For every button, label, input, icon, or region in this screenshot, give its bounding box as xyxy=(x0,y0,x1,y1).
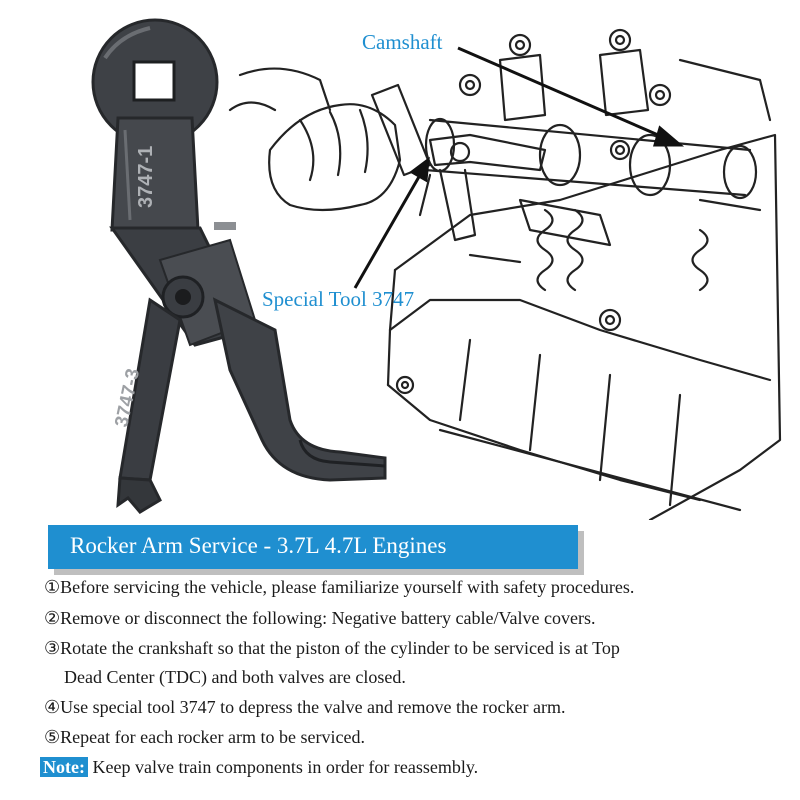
title-banner xyxy=(48,525,578,569)
note-line xyxy=(40,757,478,778)
note-text: Keep valve train components in order for reassembly. xyxy=(87,757,479,777)
tool-marking-upper: 3747-1 xyxy=(135,145,157,208)
special-tool-label: Special Tool 3747 xyxy=(262,287,415,311)
banner-title: Rocker Arm Service - 3.7L 4.7L Engines xyxy=(70,533,447,558)
step-5: ⑤Repeat for each rocker arm to be serviced. xyxy=(44,727,365,747)
rocker-arm-tool-photo xyxy=(93,20,385,512)
camshaft-label: Camshaft xyxy=(362,30,443,54)
step-1: ①Before servicing the vehicle, please familiarize yourself with safety procedures. xyxy=(44,577,635,597)
step-3-continued: Dead Center (TDC) and both valves are closed. xyxy=(64,667,406,687)
tool-marking-lower: 3747-3 xyxy=(111,366,145,430)
step-4: ④Use special tool 3747 to depress the valve and remove the rocker arm. xyxy=(44,697,566,717)
step-3: ③Rotate the crankshaft so that the piston of the cylinder to be serviced is at Top xyxy=(44,638,620,658)
step-2: ②Remove or disconnect the following: Negative battery cable/Valve covers. xyxy=(44,608,596,628)
note-label: Note: xyxy=(40,757,88,777)
